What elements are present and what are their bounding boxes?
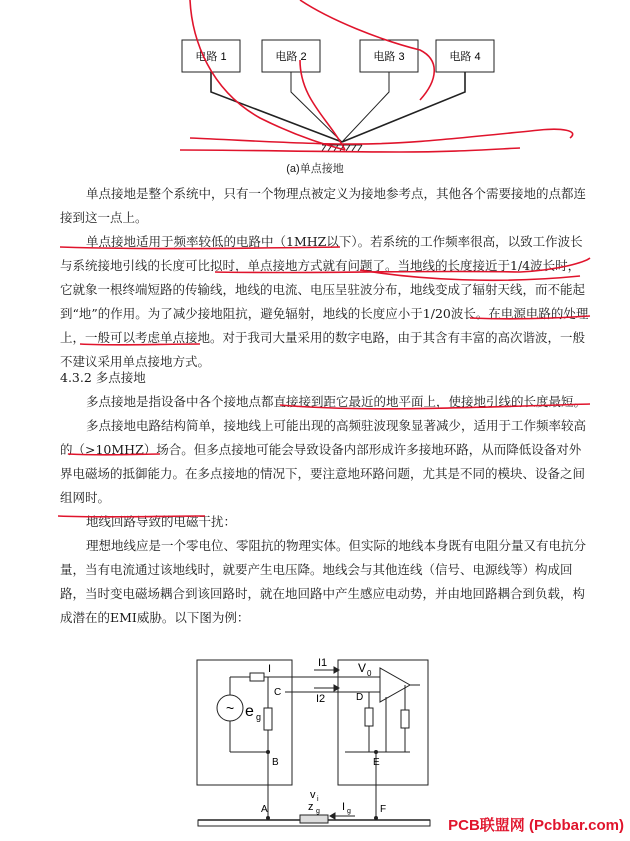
paragraph-multi-definition: 多点接地是指设备中各个接地点都直接接到距它最近的地平面上，使接地引线的长度最短。 [86,394,587,409]
circuit-label-4: 电路 4 [449,51,481,63]
circuit-label-3: 电路 3 [373,51,405,63]
label-I2: I2 [316,693,326,705]
label-A: A [261,804,268,815]
label-C: C [274,687,282,698]
label-zg-sub: g [316,808,320,815]
circuit-label-2: 电路 2 [275,51,307,63]
site-watermark: PCB联盟网 (Pcbbar.com) [448,817,624,834]
paragraph-loop-title: 地线回路导致的电磁干扰： [86,514,237,529]
label-I: I [268,663,272,675]
diagram-caption: (a)单点接地 [286,163,344,175]
label-E: E [373,757,380,768]
circuit-label-1: 电路 1 [195,51,227,63]
label-Ig: I [342,801,346,813]
label-zg: z [308,801,314,813]
label-V0-sub: 0 [367,669,372,678]
label-F: F [380,804,387,815]
label-eg-sub: g [256,712,262,722]
section-heading-multipoint: 4.3.2 多点接地 [60,370,146,385]
label-vi-sub: i [317,796,319,803]
label-D: D [356,692,364,703]
paragraph-single-usage: 单点接地适用于频率较低的电路中（1MHZ以下）。若系统的工作频率很高，以致工作波长与系统接地引线的长度可比拟时，单点接地方式就有问题了。当地线的长度接近于1/4波长时，它就象一根终端短路的传输线，地线的电流、电压呈驻波分布，地线变成了辐射天线，而不能起到“地”的作用。为了减少接地阻抗，避免辐射，地线的长度应小于1/20波长。在电源电路的处理上，一般可以考虑单点接地。对于我司大量采用的数字电路，由于其含有丰富的高次谐波，一般不建议采用单点接地方式。 [60,234,589,369]
tilde-symbol: ~ [226,700,235,716]
paragraph-single-definition: 单点接地是整个系统中，只有一个物理点被定义为接地参考点，其他各个需要接地的点都连接到这一点上。 [60,186,587,225]
label-B: B [272,757,279,768]
label-eg: e [245,703,254,720]
label-vi: v [310,789,316,801]
label-V0: V [358,661,367,675]
label-I1: I1 [318,657,328,669]
label-Ig-sub: g [347,808,351,815]
device-box-right [338,660,428,785]
paragraph-multi-usage: 多点接地电路结构简单，接地线上可能出现的高频驻波现象显著减少，适用于工作频率较高的（>10MHZ）场合。但多点接地可能会导致设备内部形成许多接地环路，从而降低设备对外界电磁场的抵御能力。在多点接地的情况下，要注意地环路问题，尤其是不同的模块、设备之间组网时。 [60,418,587,505]
paragraph-loop-explanation: 理想地线应是一个零电位、零阻抗的物理实体。但实际的地线本身既有电阻分量又有电抗分量，当有电流通过该地线时，就要产生电压降。地线会与其他连线（信号、电源线等）构成回路，当时变电磁场耦合到该回路时，就在地回路中产生感应电动势，并由地回路耦合到负载，构成潜在的EMI威胁。以下图为例： [60,538,587,625]
